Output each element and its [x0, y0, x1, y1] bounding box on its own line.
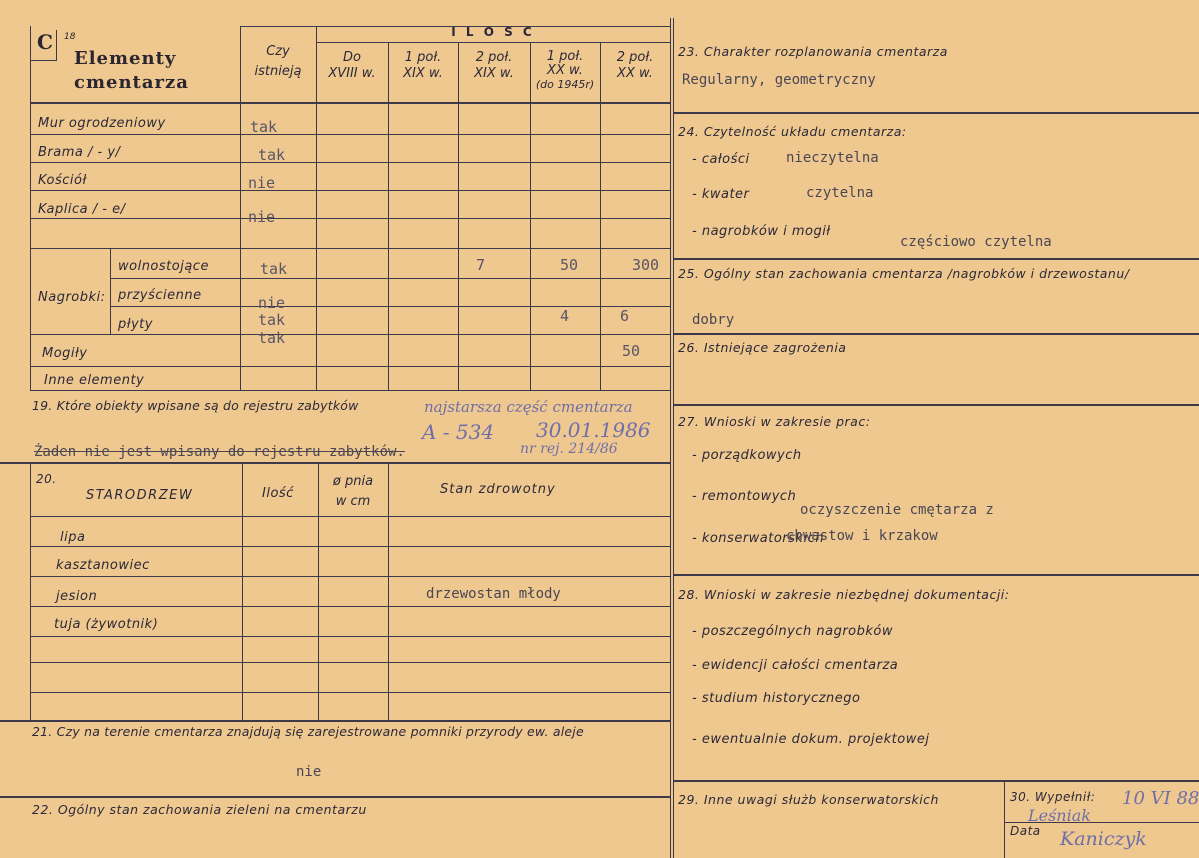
q24-kwater-value: czytelna [806, 185, 874, 201]
count-wolno-1pol20: 50 [560, 256, 579, 274]
row-value-kosciol: nie [248, 174, 276, 192]
q28-item: - ewidencji całości cmentarza [692, 658, 899, 673]
row-label-przyscienne: przyścienne [118, 288, 202, 303]
q20-stan-value: drzewostan młody [426, 586, 561, 602]
row-label-inne: Inne elementy [44, 373, 145, 388]
tree-lipa: lipa [60, 530, 86, 545]
row-label-nagrobki: Nagrobki: [38, 290, 106, 305]
q19-pen-note: najstarsza część cmentarza [424, 398, 633, 416]
row-value-mur: tak [250, 118, 278, 136]
period-header: 1 poł. XX w. (do 1945r) [535, 49, 595, 91]
row-label-wolnostojace: wolnostojące [118, 259, 209, 274]
row-label-kaplica: Kaplica / - e/ [38, 202, 126, 217]
row-value-wolnostojace: tak [260, 260, 288, 278]
q25-value: dobry [692, 312, 735, 328]
row-label-kosciol: Kościół [38, 173, 87, 188]
q23-label: 23. Charakter rozplanowania cmentarza [678, 44, 948, 59]
q23-value: Regularny, geometryczny [682, 72, 876, 88]
tree-jesion: jesion [56, 589, 98, 604]
q26-label: 26. Istniejące zagrożenia [678, 340, 847, 355]
q19-pen-register-number: A - 534 [422, 420, 495, 444]
row-value-mogily: tak [258, 329, 286, 347]
q30-filled-by-label: 30. Wypełnił: [1010, 790, 1096, 804]
q20-stan: Stan zdrowotny [440, 482, 556, 497]
tree-tuja: tuja (żywotnik) [54, 617, 159, 632]
q20-starodrzew: STARODRZEW [86, 488, 194, 503]
period-header: 1 poł. XIX w. [403, 50, 443, 81]
q28-item: - ewentualnie dokum. projektowej [692, 732, 930, 747]
count-plyty-1pol20: 4 [560, 307, 570, 325]
q25-label: 25. Ogólny stan zachowania cmentarza /nagrobków i drzewostanu/ [678, 266, 1130, 281]
row-value-kaplica: nie [248, 208, 276, 226]
q22-label: 22. Ogólny stan zachowania zieleni na cmentarzu [32, 802, 367, 817]
q27-value-1: oczyszczenie cmętarza z [800, 502, 994, 518]
q27-remontowych: - remontowych [692, 489, 797, 504]
tree-kasztanowiec: kasztanowiec [56, 558, 150, 573]
period-header: 2 poł. XX w. [616, 50, 654, 81]
q30-date-label: Data [1010, 824, 1041, 838]
q19-label: 19. Które obiekty wpisane są do rejestru zabytków [32, 398, 359, 413]
q24-calosci-value: nieczytelna [786, 150, 879, 166]
q30-pen-signature-2: Kaniczyk [1060, 828, 1147, 850]
q20-ilosc: Ilość [262, 486, 294, 501]
q24-nagrobkow-value: częściowo czytelna [900, 234, 1052, 250]
c-number: 18 [64, 32, 76, 42]
row-label-plyty: płyty [118, 317, 153, 332]
row-label-mur: Mur ogrodzeniowy [38, 116, 166, 131]
q20-pnia: ø pnia w cm [332, 474, 374, 509]
q30-pen-date: 10 VI 88 [1122, 788, 1199, 809]
ilosc-header: I L O S C [451, 25, 535, 39]
q27-label: 27. Wnioski w zakresie prac: [678, 414, 871, 429]
q19-pen-register-sub: nr rej. 214/86 [520, 441, 618, 457]
czy-istnieja-header: Czy istnieją [254, 44, 302, 79]
q19-pen-date: 30.01.1986 [536, 418, 651, 442]
q20-number: 20. [36, 472, 57, 486]
row-value-przyscienne: nie [258, 294, 286, 312]
count-mogily-2pol20: 50 [622, 342, 641, 360]
q27-konserwatorskich: - konserwatorskich [692, 531, 824, 546]
q28-label: 28. Wnioski w zakresie niezbędnej dokumentacji: [678, 587, 1010, 602]
q24-kwater: - kwater [692, 187, 750, 202]
period-header: Do XVIII w. [328, 50, 376, 81]
q30-pen-signature: Leśniak [1028, 806, 1091, 825]
q24-nagrobkow: - nagrobków i mogił [692, 224, 831, 239]
q21-label: 21. Czy na terenie cmentarza znajdują się zarejestrowane pomniki przyrody ew. aleje [32, 724, 584, 739]
q27-value-2: chwastow i krzakow [786, 528, 938, 544]
q19-typed-struck: Żaden nie jest wpisany do rejestru zabytków. [34, 444, 405, 460]
row-value-plyty: tak [258, 311, 286, 329]
row-label-mogily: Mogiły [42, 346, 88, 361]
period-header: 2 poł. XIX w. [474, 50, 514, 81]
q29-label: 29. Inne uwagi służb konserwatorskich [678, 792, 939, 807]
q24-label: 24. Czytelność układu cmentarza: [678, 124, 907, 139]
q28-item: - poszczególnych nagrobków [692, 624, 893, 639]
q21-value: nie [296, 764, 322, 780]
q24-calosci: - całości [692, 152, 750, 167]
count-wolno-2pol19: 7 [476, 256, 486, 274]
elements-title-1: Elementy [74, 48, 177, 69]
q27-porzadkowych: - porządkowych [692, 448, 802, 463]
c-letter: C [37, 30, 53, 54]
elements-title-2: cmentarza [74, 72, 189, 93]
q28-item: - studium historycznego [692, 691, 861, 706]
row-label-brama: Brama / - y/ [38, 145, 121, 160]
row-value-brama: tak [258, 146, 286, 164]
count-plyty-2pol20: 6 [620, 307, 630, 325]
count-wolno-2pol20: 300 [632, 256, 660, 274]
